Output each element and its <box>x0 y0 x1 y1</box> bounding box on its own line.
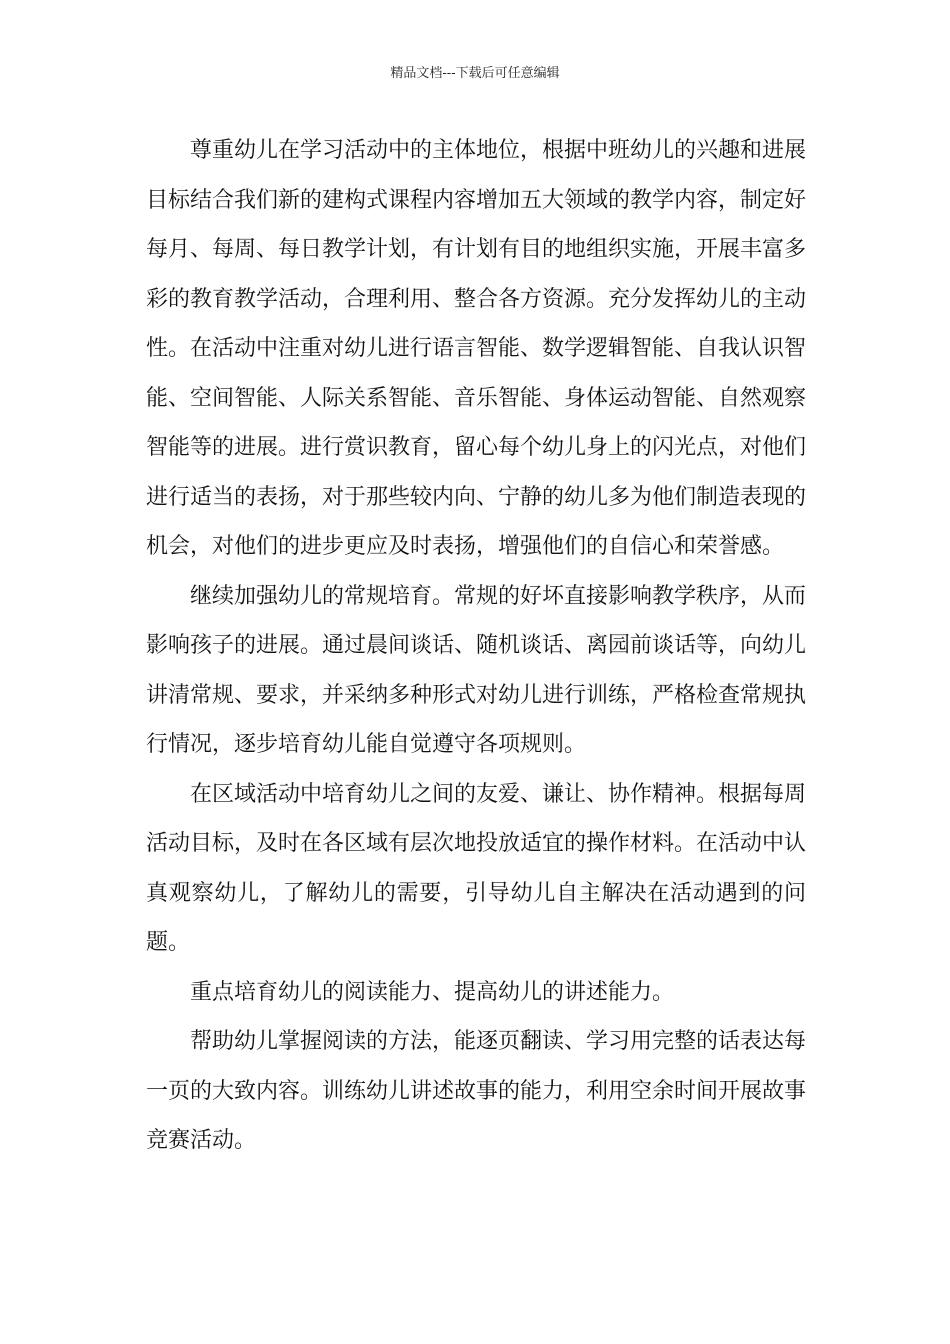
paragraph-1: 尊重幼儿在学习活动中的主体地位，根据中班幼儿的兴趣和进展目标结合我们新的建构式课程内容增加五大领域的教学内容，制定好每月、每周、每日教学计划，有计划有目的地组织实施，开展丰富多彩的教育教学活动，合理利用、整合各方资源。充分发挥幼儿的主动性。在活动中注重对幼儿进行语言智能、数学逻辑智能、自我认识智能、空间智能、人际关系智能、音乐智能、身体运动智能、自然观察智能等的进展。进行赏识教育，留心每个幼儿身上的闪光点，对他们进行适当的表扬，对于那些较内向、宁静的幼儿多为他们制造表现的机会，对他们的进步更应及时表扬，增强他们的自信心和荣誉感。 <box>146 138 807 559</box>
document-body <box>146 126 806 1166</box>
paragraph-3: 在区域活动中培育幼儿之间的友爱、谦让、协作精神。根据每周活动目标，及时在各区域有层次地投放适宜的操作材料。在活动中认真观察幼儿，了解幼儿的需要，引导幼儿自主解决在活动遇到的问题。 <box>146 781 807 955</box>
paragraph-2: 继续加强幼儿的常规培育。常规的好坏直接影响教学秩序，从而影响孩子的进展。通过晨间谈话、随机谈话、离园前谈话等，向幼儿讲清常规、要求，并采纳多种形式对幼儿进行训练，严格检查常规执行情况，逐步培育幼儿能自觉遵守各项规则。 <box>146 583 807 757</box>
paragraph-4: 重点培育幼儿的阅读能力、提高幼儿的讲述能力。 <box>190 979 675 1005</box>
paragraph-5: 帮助幼儿掌握阅读的方法，能逐页翻读、学习用完整的话表达每一页的大致内容。训练幼儿讲述故事的能力，利用空余时间开展故事竞赛活动。 <box>146 1029 807 1153</box>
page-header: 精品文档---下载后可任意编辑 <box>390 66 560 81</box>
